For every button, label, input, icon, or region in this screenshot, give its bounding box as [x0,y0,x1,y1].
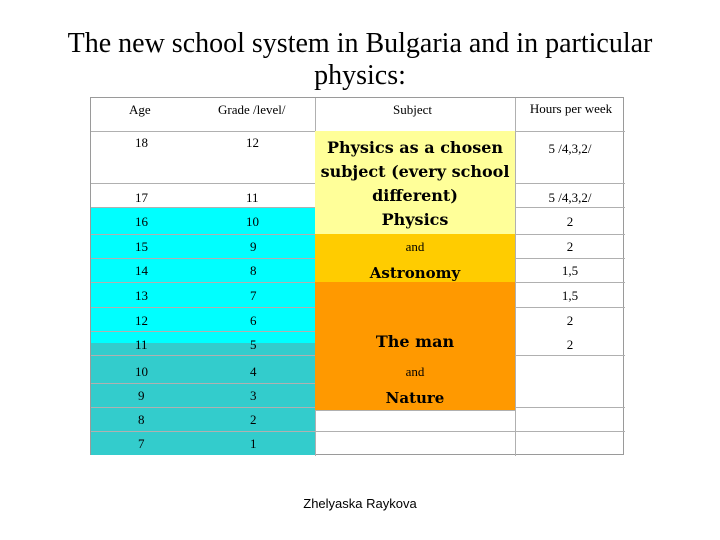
grade-cell: 6 [250,313,257,328]
hours-cell: 2 [566,337,574,352]
header-grade: Grade /level/ [218,102,286,117]
subject-chosen-line-1: Physics as a chosen [326,138,504,157]
subject-physics: Physics [381,210,449,229]
age-cell: 14 [135,263,148,278]
grade-cell: 10 [246,214,259,229]
age-cell: 15 [135,239,148,254]
grade-cell: 5 [250,337,257,352]
age-cell: 18 [135,135,148,150]
hours-cell: 5 /4,3,2/ [548,190,592,205]
teal-band [91,343,315,455]
age-cell: 12 [135,313,148,328]
grade-cell: 3 [250,388,257,403]
grade-cell: 7 [250,288,257,303]
hours-cell: 1,5 [561,288,579,303]
hours-cell: 2 [566,313,574,328]
subject-astronomy: Astronomy [369,264,461,282]
hours-cell: 2 [566,214,574,229]
age-cell: 16 [135,214,148,229]
grade-cell: 12 [246,135,259,150]
hours-cell: 5 /4,3,2/ [548,141,592,156]
grade-cell: 4 [250,364,257,379]
subject-and-2: and [405,364,425,379]
hours-cell: 2 [566,239,574,254]
age-cell: 7 [138,436,145,451]
hours-cell: 1,5 [561,263,579,278]
grade-cell: 2 [250,412,257,427]
page-title [0,28,720,92]
grade-cell: 8 [250,263,257,278]
subject-chosen-line-3: different) [372,186,458,205]
header-subject: Subject [393,102,432,117]
age-cell: 8 [138,412,145,427]
subject-and-1: and [405,239,425,254]
school-system-table [90,97,624,455]
author-name: Zhelyaska Raykova [303,496,417,511]
title-line-2: physics: [314,60,406,91]
age-cell: 11 [135,337,148,352]
header-age: Age [129,102,151,117]
subject-chosen-line-2: subject (every school [320,162,510,181]
subject-nature: Nature [385,389,445,407]
age-cell: 17 [135,190,148,205]
cyan-band [91,207,315,343]
header-hours: Hours per week [529,101,613,116]
title-line-1: The new school system in Bulgaria and in particular [67,28,653,59]
subject-the-man: The man [375,332,455,351]
grade-cell: 11 [246,190,259,205]
grade-cell: 1 [250,436,257,451]
age-cell: 10 [135,364,148,379]
age-cell: 9 [138,388,145,403]
grade-cell: 9 [250,239,257,254]
age-cell: 13 [135,288,148,303]
